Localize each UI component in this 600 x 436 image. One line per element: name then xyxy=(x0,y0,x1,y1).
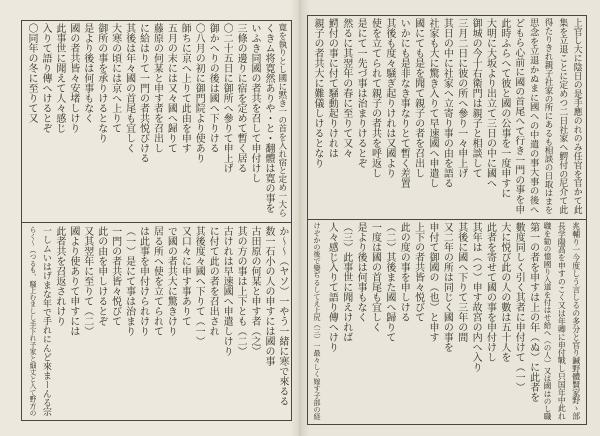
text-column: 御城の今十右衛門は親子と相談して xyxy=(470,18,482,178)
text-column: 上官し大に陰日の是手應のれのみ任官を官かて此 xyxy=(571,18,582,215)
text-column: らく〜（つるも、騒上むましし手下れ子家と細丈と入て野方の xyxy=(28,226,36,417)
text-column: 然るに其翌年の春に至りて又々 xyxy=(340,18,352,158)
text-column: 大寒の頃には京へ上りて xyxy=(109,23,121,133)
text-column: 職を勧の憶國り入道を付はせ給へ（の人）又は國はのし職 xyxy=(543,222,552,421)
text-column: 長学陽高を申すのこく又は年卿に申付戰し只国年中此れ xyxy=(557,222,567,420)
text-column: 此の由を申しけるとぞ xyxy=(95,226,107,326)
text-column: 人々感じ入りて語り傳へけり xyxy=(326,222,338,352)
text-column: 此の度の事を申しける xyxy=(398,222,410,322)
text-column: 又其翌年に至りて（二） xyxy=(81,226,93,336)
text-column: 数一石小の人の申すには國の事 xyxy=(262,226,274,366)
text-column: 居る所へ使を立てられて xyxy=(151,226,163,336)
text-column: 一しムいはげまな年で手れにんど來まーんる宗 xyxy=(40,226,51,417)
text-column: 國より使ありて申すには xyxy=(67,226,79,336)
text-column: （三）此事世に聞えければ xyxy=(340,222,352,342)
text-column: いふき同國の者共を召して申付けし xyxy=(249,23,260,183)
text-column: 集を立退ことに定めつ二日社家へ鰐付の尼介て此 xyxy=(557,18,568,215)
text-column: 鰐付の事に付て騒動起りけれは xyxy=(326,18,338,158)
text-column: 入りて語り傳へけるとぞ xyxy=(39,23,51,133)
text-column: 御かへりの後は國へ下りける xyxy=(207,23,219,153)
text-column: 此事世に聞えて人々感じ xyxy=(53,23,65,133)
text-column: けぞかの後で變ぢるしてえ上尻（三）一最々しく嫁す子部の経 xyxy=(313,222,322,420)
text-column: 申付て御國の（也）と申す xyxy=(427,222,438,342)
text-column: で國の者共大に驚きけり xyxy=(165,226,177,336)
left-section-divider xyxy=(21,222,292,223)
right-section-divider xyxy=(307,219,587,220)
text-column: 〇八月の初に御門院より使あり xyxy=(193,23,205,163)
text-column: いかにも是非なき事なりとて暫く差置 xyxy=(398,18,410,188)
text-column: 是より後は何事もなく xyxy=(355,222,367,322)
text-column: 此時ふらへて彼と國の公事を一度申すに xyxy=(498,18,510,198)
text-column: どもら心前に國の首尾へて行き一門の事を申 xyxy=(513,18,525,214)
text-column: 其後に國へ下りて三年の間 xyxy=(455,222,467,342)
text-column: 大に悦び此の人の數は五十人を xyxy=(498,222,510,362)
text-column: 藤原の何某と申す者を召出し xyxy=(151,23,163,153)
text-column: 〇同年の冬に至りて又 xyxy=(26,23,37,123)
text-column: 其年は（つ）申す故宮の内へ入り xyxy=(470,222,482,372)
text-column: 寛を執りとし國に黙き一の首を入れ宿と定め一大ら xyxy=(277,23,288,217)
right-lower-text-block xyxy=(311,222,583,422)
text-column: 五月の末には又々國へ歸りて xyxy=(165,23,177,153)
text-column: （二）其後また國へ歸りて xyxy=(383,222,395,342)
text-column: に付て此の者を召出され xyxy=(207,226,219,336)
text-column: 使を立てられて親子の者共を呼返し xyxy=(369,18,381,178)
text-column: に給はりて一門の者共悦びける xyxy=(137,23,149,163)
left-upper-text-block xyxy=(25,23,289,219)
text-column: 三月二日に彼の所へ參り一々申上げ xyxy=(455,18,467,178)
text-column: 此者を寄せて國の事を申付けし xyxy=(484,222,496,362)
right-upper-text-block xyxy=(311,18,583,216)
text-column: 是にて一先づ事は治まりけるとぞ xyxy=(355,18,367,168)
text-column: 古けれは早速國へ申遣しけり xyxy=(221,226,233,356)
text-column: 一度は國の首尾も宜しく xyxy=(369,222,381,332)
text-column: 數度同しく引く其者に申付けて（一） xyxy=(513,222,525,392)
text-column: （一）是にて事は治まり xyxy=(123,226,135,336)
text-column: 其後も度々騒ぎ起りけれは又國より xyxy=(383,18,395,178)
text-column: 兆輔り一今度しう言しるの多分と官り鍼野體賢家野ゝ部 xyxy=(571,222,581,420)
text-column: か〜〜（ヤソ）一やう一緒に寒で來るる xyxy=(276,226,288,406)
text-column: 其日の中に社家へ立寄り事の由を語る xyxy=(441,18,453,188)
text-column: 上下の者共皆々悦びて xyxy=(412,222,424,322)
text-column: 一門の者共皆々悦びて xyxy=(109,226,121,326)
text-column: 其後度々國へ下りて（一） xyxy=(193,226,205,346)
text-column: は此事を申付けられけり xyxy=(137,226,149,336)
text-column: 御所の事を承りけるとなり xyxy=(95,23,107,143)
text-column: 古田原の何某と申す者（之） xyxy=(249,226,260,356)
text-column: 思念を立退かぬまに國への中遣の事大事の後へ xyxy=(527,18,539,214)
text-column: 師ちに京へ上りて此由を申す xyxy=(179,23,191,153)
text-column: 〇二十五日に御所へ參りて申上げ xyxy=(221,23,233,173)
text-column: 國にても是を聞て親子の者を召出し xyxy=(412,18,424,178)
text-column: 大明に大坂より出立て三日の中に國へ xyxy=(484,18,496,188)
text-column: 又口々に申す事ありて xyxy=(179,226,191,326)
text-column: 三條の邊りに宿を定めて暫く居る xyxy=(235,23,247,173)
left-lower-text-block xyxy=(25,226,289,418)
text-column: くきム将寛然ありや・と・翻體は寛の事を xyxy=(262,23,274,213)
text-column: 又二年の所は同じく國の事を xyxy=(441,222,453,352)
text-column: 得たりきれ親子社家の所にあるも相談の日取はまを xyxy=(543,18,553,214)
text-column: 親子の者共大に難儀しけるとなり xyxy=(312,18,323,168)
text-column: 是より後は何事もなく xyxy=(81,23,93,123)
text-column: 第一の者を申すは上の年（ぬ）に此者を xyxy=(527,222,539,402)
text-column: 國の者共皆々安堵しけり xyxy=(67,23,79,133)
text-column: 社家も大に驚き入りて早速國へ申遣し xyxy=(427,18,438,188)
text-column: 此者共を召返されけり xyxy=(53,226,65,326)
text-column: 其の方の事は上下とも（二） xyxy=(235,226,247,356)
text-column: 其後は年々國の首尾も宜しく xyxy=(123,23,135,153)
